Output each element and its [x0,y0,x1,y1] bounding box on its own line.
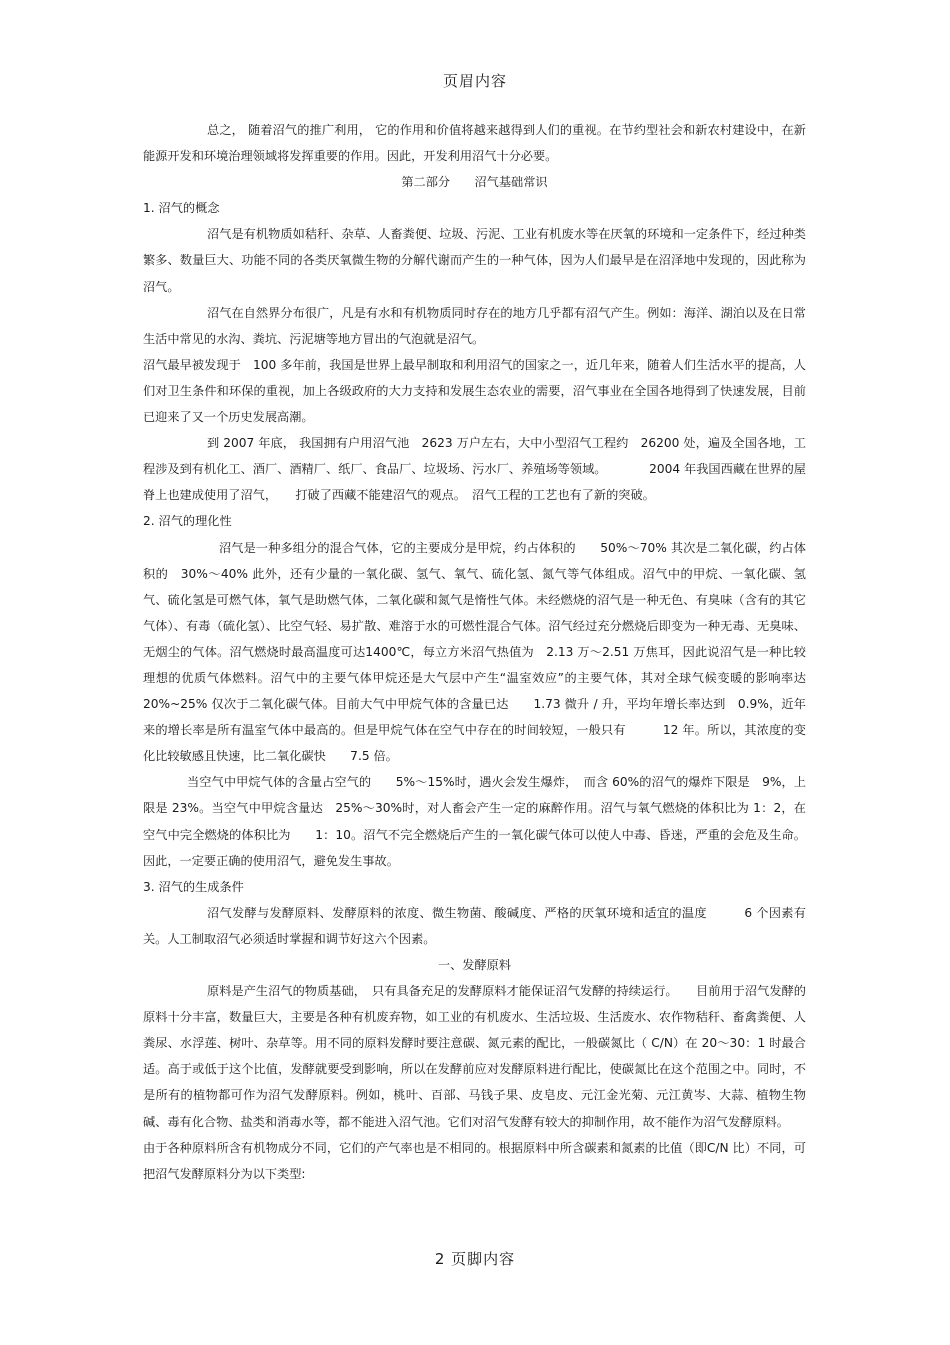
subheading-conditions: 3. 沼气的生成条件 [143,879,244,894]
paragraph-raw-materials: 原料是产生沼气的物质基础， 只有具备充足的发酵原料才能保证沼气发酵的持续运行。 目前用于沼气发酵的原料十分丰富，数量巨大，主要是各种有机废弃物，如工业的有机废水、生活垃圾、生活废水、农作物秸秆、畜禽粪便、人粪尿、水浮莲、树叶、杂草等。用不同的原料发酵时要注意碳、氮元素的配比，一般碳氮比（ C/N）在 20～30：1 时最合适。高于或低于这个比值，发酵就要受到影响，所以在发酵前应对发酵原料进行配比，使碳氮比在这个范围之中。同时，不是所有的植物都可作为沼气发酵原料。例如，桃叶、百部、马钱子果、皮皂皮、元江金光菊、元江黄岑、大蒜、植物生物碱、毒有化合物、盐类和消毒水等，都不能进入沼气池。它们对沼气发酵有较大的抑制作用，故不能作为沼气发酵原料。 [143,984,806,1129]
document-body [143,117,831,1187]
paragraph-summary: 总之， 随着沼气的推广利用， 它的作用和价值将越来越得到人们的重视。在节约型社会和新农村建设中，在新能源开发和环境治理领域将发挥重要的作用。因此，开发利用沼气十分必要。 [143,123,806,164]
subheading-concept: 1. 沼气的概念 [143,201,220,216]
paragraph-definition: 沼气是有机物质如秸秆、杂草、人畜粪便、垃圾、污泥、工业有机废水等在厌氧的环境和一定条件下，经过种类繁多、数量巨大、功能不同的各类厌氧微生物的分解代谢而产生的一种气体，因为人们最早是在沼泽地中发现的，因此称为沼气。 [143,227,806,294]
paragraph-history: 沼气最早被发现于 100 多年前，我国是世界上最早制取和利用沼气的国家之一，近几年来，随着人们生活水平的提高，人们对卫生条件和环保的重视，加上各级政府的大力支持和发展生态农业的需要，沼气事业在全国各地得到了快速发展，目前已迎来了又一个历史发展高潮。 [143,357,806,425]
paragraph-factors: 沼气发酵与发酵原料、发酵原料的浓度、微生物菌、酸碱度、严格的厌氧环境和适宜的温度 6 个因素有关。人工制取沼气必须适时掌握和调节好这六个因素。 [143,905,806,946]
section-heading: 第二部分 沼气基础常识 [401,175,548,190]
subheading-properties: 2. 沼气的理化性 [143,514,232,529]
page-footer: 2 页脚内容 [434,1250,516,1268]
subheading-raw-materials: 一、发酵原料 [437,958,512,972]
paragraph-statistics: 到 2007 年底， 我国拥有户用沼气池 2623 万户左右，大中小型沼气工程约 26200 处，遍及全国各地，工程涉及到有机化工、酒厂、酒精厂、纸厂、食品厂、垃圾场、污水厂、养殖场等领域。 2004 年我国西藏在世界的屋脊上也建成使用了沼气， 打破了西藏不能建沼气的观点。 沼气工程的工艺也有了新的突破。 [143,436,806,503]
paragraph-distribution: 沼气在自然界分布很广，凡是有水和有机物质同时存在的地方几乎都有沼气产生。例如：海洋、湖泊以及在日常生活中常见的水沟、粪坑、污泥塘等地方冒出的气泡就是沼气。 [143,305,806,346]
paragraph-classification: 由于各种原料所含有机物成分不同，它们的产气率也是不相同的。根据原料中所含碳素和氮素的比值（即C/N 比）不同，可把沼气发酵原料分为以下类型: [143,1140,806,1181]
paragraph-explosion: 当空气中甲烷气体的含量占空气的 5%～15%时，遇火会发生爆炸， 而含 60%的沼气的爆炸下限是 9%，上限是 23%。当空气中甲烷含量达 25%～30%时，对人畜会产生一定的麻醉作用。沼气与氧气燃烧的体积比为 1：2，在空气中完全燃烧的体积比为 1：10。沼气不完全燃烧后产生的一氧化碳气体可以使人中毒、昏迷，严重的会危及生命。因此，一定要正确的使用沼气，避免发生事故。 [143,775,806,868]
page-header: 页眉内容 [442,72,507,90]
paragraph-composition: 沼气是一种多组分的混合气体，它的主要成分是甲烷，约占体积的 50%～70% 其次是二氧化碳，约占体积的 30%～40% 此外，还有少量的一氧化碳、氢气、氧气、硫化氢、氮气等气体组成。沼气中的甲烷、一氧化碳、氢气、硫化氢是可燃气体，氧气是助燃气体，二氧化碳和氮气是惰性气体。未经燃烧的沼气是一种无色、有臭味（含有的其它气体）、有毒（硫化氢）、比空气轻、易扩散、难溶于水的可燃性混合气体。沼气经过充分燃烧后即变为一种无毒、无臭味、无烟尘的气体。沼气燃烧时最高温度可达1400℃，每立方米沼气热值为 2.13 万～2.51 万焦耳，因此说沼气是一种比较理想的优质气体燃料。沼气中的主要气体甲烷还是大气层中产生“温室效应”的主要气体，其对全球气候变暖的影响率达 20%~25% 仅次于二氧化碳气体。目前大气中甲烷气体的含量已达 1.73 微升 / 升，平均年增长率达到 0.9%，近年来的增长率是所有温室气体中最高的。但是甲烷气体在空气中存在的时间较短，一般只有 12 年。所以，其浓度的变化比较敏感且快速，比二氧化碳快 7.5 倍。 [143,540,831,764]
